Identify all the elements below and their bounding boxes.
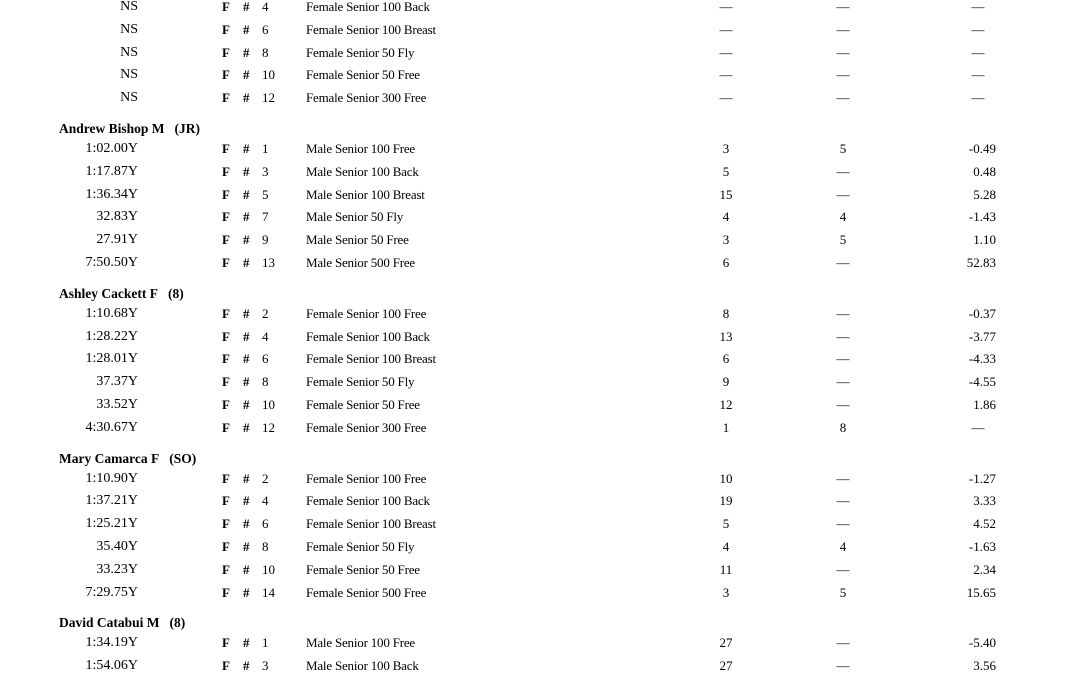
entry-column-3: -1.63	[968, 539, 996, 554]
entry-row	[0, 185, 1080, 205]
entry-column-1: 12	[719, 397, 733, 412]
event-number: 12	[262, 420, 275, 435]
entry-column-3: -4.55	[968, 374, 996, 389]
entry-column-2: —	[836, 45, 850, 60]
entry-time: 1:10.90Y	[85, 471, 138, 486]
entry-heat-flag: F	[222, 658, 230, 673]
entry-heat-flag: F	[222, 420, 230, 435]
event-hash-symbol: #	[243, 90, 250, 105]
entry-column-3: -0.49	[968, 141, 996, 156]
entry-row	[0, 0, 1080, 17]
entry-time: NS	[120, 67, 138, 82]
entry-time: 35.40Y	[96, 539, 138, 554]
event-name: Female Senior 100 Breast	[306, 22, 436, 37]
event-number: 10	[262, 67, 275, 82]
event-number: 6	[262, 351, 269, 366]
entry-heat-flag: F	[222, 539, 230, 554]
entry-column-1: 27	[719, 635, 733, 650]
entry-column-1: 5	[722, 516, 730, 531]
event-number: 13	[262, 255, 275, 270]
entry-time: NS	[120, 90, 138, 105]
entry-heat-flag: F	[222, 562, 230, 577]
entry-time: 1:28.22Y	[85, 329, 138, 344]
entry-column-3: 5.28	[973, 187, 996, 202]
entry-column-3: -4.33	[968, 351, 996, 366]
entry-row	[0, 372, 1080, 392]
entry-heat-flag: F	[222, 585, 230, 600]
entry-time: 1:17.87Y	[85, 164, 138, 179]
entry-column-2: —	[836, 516, 850, 531]
entry-column-2: —	[836, 306, 850, 321]
entry-column-3: 0.48	[973, 164, 996, 179]
entry-row	[0, 469, 1080, 489]
entry-column-1: 11	[719, 562, 733, 577]
event-hash-symbol: #	[243, 45, 250, 60]
entry-column-1: —	[719, 90, 733, 105]
entry-row	[0, 139, 1080, 159]
event-name: Female Senior 100 Back	[306, 493, 430, 508]
event-hash-symbol: #	[243, 351, 250, 366]
event-name: Female Senior 100 Free	[306, 306, 427, 321]
entry-column-1: 4	[722, 539, 730, 554]
event-hash-symbol: #	[243, 539, 250, 554]
entry-column-2: 8	[839, 420, 847, 435]
swimmer-name-row	[59, 449, 196, 469]
entry-row	[0, 514, 1080, 534]
event-name: Male Senior 50 Free	[306, 232, 409, 247]
entry-heat-flag: F	[222, 516, 230, 531]
entry-heat-flag: F	[222, 141, 230, 156]
entry-time: 1:54.06Y	[85, 658, 138, 673]
entry-column-2: —	[836, 397, 850, 412]
event-name: Female Senior 100 Free	[306, 471, 427, 486]
entry-heat-flag: F	[222, 351, 230, 366]
entry-heat-flag: F	[222, 255, 230, 270]
entry-heat-flag: F	[222, 22, 230, 37]
entry-column-3: 15.65	[966, 585, 996, 600]
event-name: Female Senior 50 Free	[306, 562, 420, 577]
entry-heat-flag: F	[222, 67, 230, 82]
entry-column-2: —	[836, 562, 850, 577]
entry-heat-flag: F	[222, 329, 230, 344]
event-hash-symbol: #	[243, 255, 250, 270]
event-hash-symbol: #	[243, 516, 250, 531]
entry-heat-flag: F	[222, 45, 230, 60]
entry-column-2: —	[836, 187, 850, 202]
entry-column-2: —	[836, 471, 850, 486]
entry-heat-flag: F	[222, 306, 230, 321]
event-number: 2	[262, 471, 269, 486]
entry-time: 1:37.21Y	[85, 493, 138, 508]
entry-row	[0, 43, 1080, 63]
event-hash-symbol: #	[243, 306, 250, 321]
event-hash-symbol: #	[243, 585, 250, 600]
event-name: Male Senior 500 Free	[306, 255, 416, 270]
swimmer-name: David Catabui M	[59, 615, 160, 630]
entry-column-1: 6	[722, 255, 730, 270]
entry-row	[0, 395, 1080, 415]
event-hash-symbol: #	[243, 164, 250, 179]
entry-column-1: 27	[719, 658, 733, 673]
event-hash-symbol: #	[243, 658, 250, 673]
entry-column-3: -5.40	[968, 635, 996, 650]
entry-time: NS	[120, 22, 138, 37]
entry-column-3: 1.10	[973, 232, 996, 247]
entry-row	[0, 418, 1080, 438]
entry-column-2: 5	[839, 585, 847, 600]
entry-heat-flag: F	[222, 164, 230, 179]
entry-column-1: 15	[719, 187, 733, 202]
entry-heat-flag: F	[222, 493, 230, 508]
swimmer-name-row	[59, 613, 185, 633]
entry-row	[0, 583, 1080, 603]
entry-column-1: 5	[722, 164, 730, 179]
entry-heat-flag: F	[222, 635, 230, 650]
swimmer-grade: (8)	[167, 286, 184, 301]
event-name: Female Senior 50 Free	[306, 67, 420, 82]
event-number: 8	[262, 374, 269, 389]
event-number: 14	[262, 585, 275, 600]
entry-row	[0, 20, 1080, 40]
entry-time: 37.37Y	[96, 374, 138, 389]
event-hash-symbol: #	[243, 374, 250, 389]
event-hash-symbol: #	[243, 22, 250, 37]
entry-column-1: 8	[722, 306, 730, 321]
entry-column-3: —	[971, 22, 985, 37]
swimmer-grade: (JR)	[174, 121, 201, 136]
entry-column-1: 1	[722, 420, 730, 435]
entry-column-3: 2.34	[973, 562, 996, 577]
event-hash-symbol: #	[243, 329, 250, 344]
event-number: 4	[262, 0, 269, 14]
event-hash-symbol: #	[243, 635, 250, 650]
event-number: 10	[262, 562, 275, 577]
event-hash-symbol: #	[243, 562, 250, 577]
entry-column-1: —	[719, 45, 733, 60]
entry-heat-flag: F	[222, 90, 230, 105]
entry-column-2: —	[836, 658, 850, 673]
entry-column-2: 4	[839, 209, 847, 224]
entry-row	[0, 230, 1080, 250]
event-name: Male Senior 100 Free	[306, 141, 416, 156]
entry-column-3: —	[971, 0, 985, 14]
event-name: Female Senior 50 Free	[306, 397, 420, 412]
entry-column-3: 3.33	[973, 493, 996, 508]
event-hash-symbol: #	[243, 187, 250, 202]
event-name: Male Senior 100 Back	[306, 164, 419, 179]
entry-time: 1:10.68Y	[85, 306, 138, 321]
entry-row	[0, 349, 1080, 369]
entry-column-2: —	[836, 22, 850, 37]
entry-column-2: —	[836, 67, 850, 82]
entry-time: NS	[120, 45, 138, 60]
event-hash-symbol: #	[243, 0, 250, 14]
entry-time: 33.52Y	[96, 397, 138, 412]
entry-time: 32.83Y	[96, 209, 138, 224]
entry-column-2: 5	[839, 141, 847, 156]
entry-time: 1:25.21Y	[85, 516, 138, 531]
entry-row	[0, 656, 1080, 676]
entry-column-1: —	[719, 22, 733, 37]
entry-column-1: 13	[719, 329, 733, 344]
swimmer-grade: (8)	[169, 615, 186, 630]
event-name: Female Senior 100 Breast	[306, 351, 436, 366]
entry-column-1: 3	[722, 585, 730, 600]
entry-column-3: -3.77	[968, 329, 996, 344]
entry-column-2: —	[836, 374, 850, 389]
event-name: Female Senior 100 Back	[306, 329, 430, 344]
entry-time: 7:29.75Y	[85, 585, 138, 600]
entry-row	[0, 327, 1080, 347]
event-number: 4	[262, 329, 269, 344]
event-name: Male Senior 50 Fly	[306, 209, 404, 224]
entry-column-3: -1.43	[968, 209, 996, 224]
swimmer-name-row	[59, 284, 184, 304]
entry-heat-flag: F	[222, 374, 230, 389]
entry-time: 1:28.01Y	[85, 351, 138, 366]
entry-heat-flag: F	[222, 187, 230, 202]
entry-column-1: —	[719, 67, 733, 82]
entry-column-3: 1.86	[973, 397, 996, 412]
entry-column-2: —	[836, 164, 850, 179]
entry-column-3: 52.83	[966, 255, 996, 270]
entry-column-2: 5	[839, 232, 847, 247]
event-hash-symbol: #	[243, 232, 250, 247]
entry-time: 1:02.00Y	[85, 141, 138, 156]
entry-time: 33.23Y	[96, 562, 138, 577]
entry-column-2: —	[836, 635, 850, 650]
event-name: Female Senior 500 Free	[306, 585, 427, 600]
event-hash-symbol: #	[243, 209, 250, 224]
event-number: 12	[262, 90, 275, 105]
entry-time: 27.91Y	[96, 232, 138, 247]
entry-time: NS	[120, 0, 138, 14]
swimmer-name: Ashley Cackett F	[59, 286, 158, 301]
entry-column-3: 3.56	[973, 658, 996, 673]
entry-column-2: —	[836, 329, 850, 344]
event-number: 2	[262, 306, 269, 321]
event-name: Female Senior 50 Fly	[306, 45, 415, 60]
entry-column-1: —	[719, 0, 733, 14]
entry-time: 1:34.19Y	[85, 635, 138, 650]
entry-heat-flag: F	[222, 209, 230, 224]
entry-row	[0, 537, 1080, 557]
entry-row	[0, 491, 1080, 511]
swimmer-grade: (SO)	[169, 451, 197, 466]
event-hash-symbol: #	[243, 420, 250, 435]
entry-heat-flag: F	[222, 232, 230, 247]
event-number: 8	[262, 539, 269, 554]
entry-time: 7:50.50Y	[85, 255, 138, 270]
event-hash-symbol: #	[243, 493, 250, 508]
event-name: Female Senior 100 Back	[306, 0, 430, 14]
entry-heat-flag: F	[222, 471, 230, 486]
event-number: 8	[262, 45, 269, 60]
entry-row	[0, 633, 1080, 653]
entry-heat-flag: F	[222, 397, 230, 412]
event-number: 1	[262, 141, 269, 156]
event-number: 6	[262, 22, 269, 37]
entry-column-2: —	[836, 90, 850, 105]
entry-column-2: —	[836, 493, 850, 508]
event-hash-symbol: #	[243, 141, 250, 156]
entry-column-3: —	[971, 90, 985, 105]
event-name: Female Senior 300 Free	[306, 420, 427, 435]
entry-row	[0, 162, 1080, 182]
entry-column-2: —	[836, 351, 850, 366]
event-name: Male Senior 100 Back	[306, 658, 419, 673]
entry-column-1: 3	[722, 141, 730, 156]
swimmer-name: Mary Camarca F	[59, 451, 160, 466]
event-hash-symbol: #	[243, 397, 250, 412]
entry-time: 4:30.67Y	[85, 420, 138, 435]
event-name: Male Senior 100 Free	[306, 635, 416, 650]
entry-column-3: -1.27	[968, 471, 996, 486]
entry-column-3: —	[971, 420, 985, 435]
event-number: 4	[262, 493, 269, 508]
event-number: 5	[262, 187, 269, 202]
event-name: Female Senior 100 Breast	[306, 516, 436, 531]
event-name: Male Senior 100 Breast	[306, 187, 425, 202]
entry-row	[0, 560, 1080, 580]
entry-column-1: 3	[722, 232, 730, 247]
entry-column-2: 4	[839, 539, 847, 554]
entry-time: 1:36.34Y	[85, 187, 138, 202]
entry-column-3: -0.37	[968, 306, 996, 321]
event-number: 10	[262, 397, 275, 412]
entry-row	[0, 304, 1080, 324]
event-number: 7	[262, 209, 269, 224]
event-number: 3	[262, 658, 269, 673]
entry-column-3: —	[971, 67, 985, 82]
entry-column-1: 10	[719, 471, 733, 486]
entry-column-2: —	[836, 255, 850, 270]
entry-row	[0, 253, 1080, 273]
event-number: 3	[262, 164, 269, 179]
entry-column-2: —	[836, 0, 850, 14]
entry-column-1: 19	[719, 493, 733, 508]
entry-row	[0, 88, 1080, 108]
event-name: Female Senior 50 Fly	[306, 374, 415, 389]
swimmer-name-row	[59, 119, 200, 139]
entry-heat-flag: F	[222, 0, 230, 14]
event-number: 9	[262, 232, 269, 247]
swimmer-name: Andrew Bishop M	[59, 121, 165, 136]
entry-column-3: —	[971, 45, 985, 60]
entry-column-3: 4.52	[973, 516, 996, 531]
entry-row	[0, 207, 1080, 227]
event-number: 6	[262, 516, 269, 531]
event-hash-symbol: #	[243, 67, 250, 82]
event-name: Female Senior 50 Fly	[306, 539, 415, 554]
event-hash-symbol: #	[243, 471, 250, 486]
entry-column-1: 6	[722, 351, 730, 366]
entry-column-1: 9	[722, 374, 730, 389]
entry-row	[0, 65, 1080, 85]
event-name: Female Senior 300 Free	[306, 90, 427, 105]
event-number: 1	[262, 635, 269, 650]
entry-column-1: 4	[722, 209, 730, 224]
